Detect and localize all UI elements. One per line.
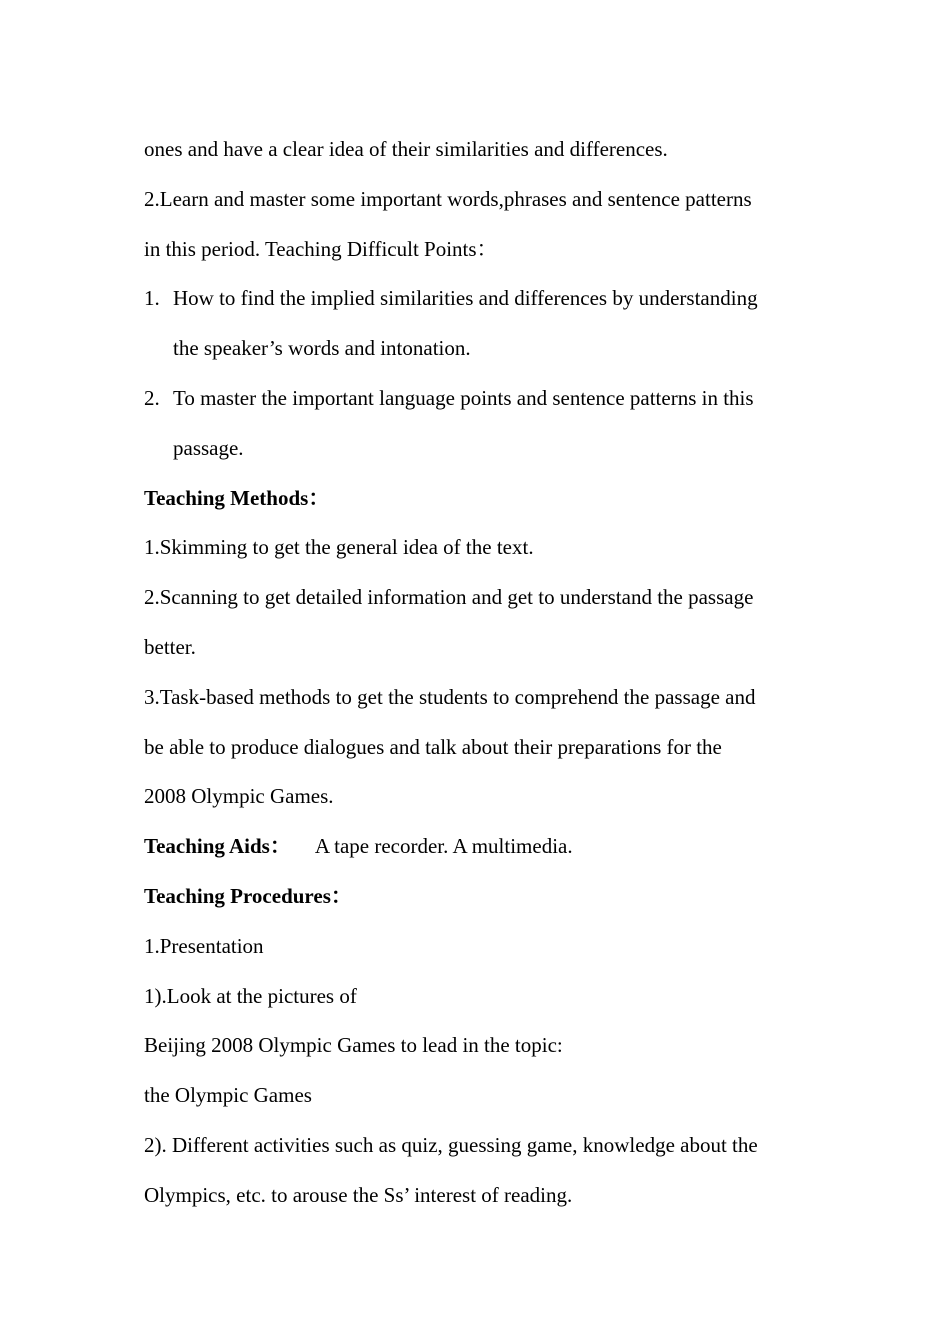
difficult-point-item-1 bbox=[144, 274, 824, 324]
paragraph-line: better. bbox=[144, 634, 196, 659]
section-heading-methods: Teaching Methods： bbox=[144, 485, 330, 510]
list-number: 1. bbox=[144, 286, 160, 311]
list-text: To master the important language points and sentence patterns in this bbox=[173, 385, 754, 410]
paragraph-line: 2008 Olympic Games. bbox=[144, 784, 334, 809]
list-number: 2. bbox=[144, 385, 160, 410]
paragraph-line: 1.Skimming to get the general idea of the text. bbox=[144, 535, 534, 560]
paragraph-line: ones and have a clear idea of their similarities and differences. bbox=[144, 137, 668, 161]
paragraph-line: the Olympic Games bbox=[144, 1083, 312, 1108]
paragraph-line: Beijing 2008 Olympic Games to lead in the topic: bbox=[144, 1033, 563, 1058]
paragraph-line: 3.Task-based methods to get the students to comprehend the passage and bbox=[144, 684, 756, 709]
paragraph-line: 1).Look at the pictures of bbox=[144, 983, 357, 1008]
list-continuation: passage. bbox=[173, 435, 244, 460]
aids-text: A tape recorder. A multimedia. bbox=[314, 834, 573, 859]
paragraph-line: in this period. Teaching Difficult Points： bbox=[144, 236, 498, 261]
difficult-point-item-2 bbox=[144, 374, 824, 424]
teaching-aids-line bbox=[144, 822, 824, 872]
paragraph-line: be able to produce dialogues and talk about their preparations for the bbox=[144, 734, 722, 759]
section-heading-aids: Teaching Aids： bbox=[144, 834, 291, 859]
list-continuation: the speaker’s words and intonation. bbox=[173, 336, 471, 361]
section-heading-procedures: Teaching Procedures： bbox=[144, 883, 352, 908]
document-body bbox=[144, 125, 824, 1221]
paragraph-line: 2.Learn and master some important words,phrases and sentence patterns bbox=[144, 186, 752, 211]
paragraph-line: 1.Presentation bbox=[144, 933, 264, 958]
paragraph-line: Olympics, etc. to arouse the Ss’ interest of reading. bbox=[144, 1182, 573, 1207]
list-text: How to find the implied similarities and differences by understanding bbox=[173, 286, 758, 311]
paragraph-line: 2.Scanning to get detailed information and get to understand the passage bbox=[144, 585, 754, 610]
paragraph-line: 2). Different activities such as quiz, guessing game, knowledge about the bbox=[144, 1132, 758, 1157]
